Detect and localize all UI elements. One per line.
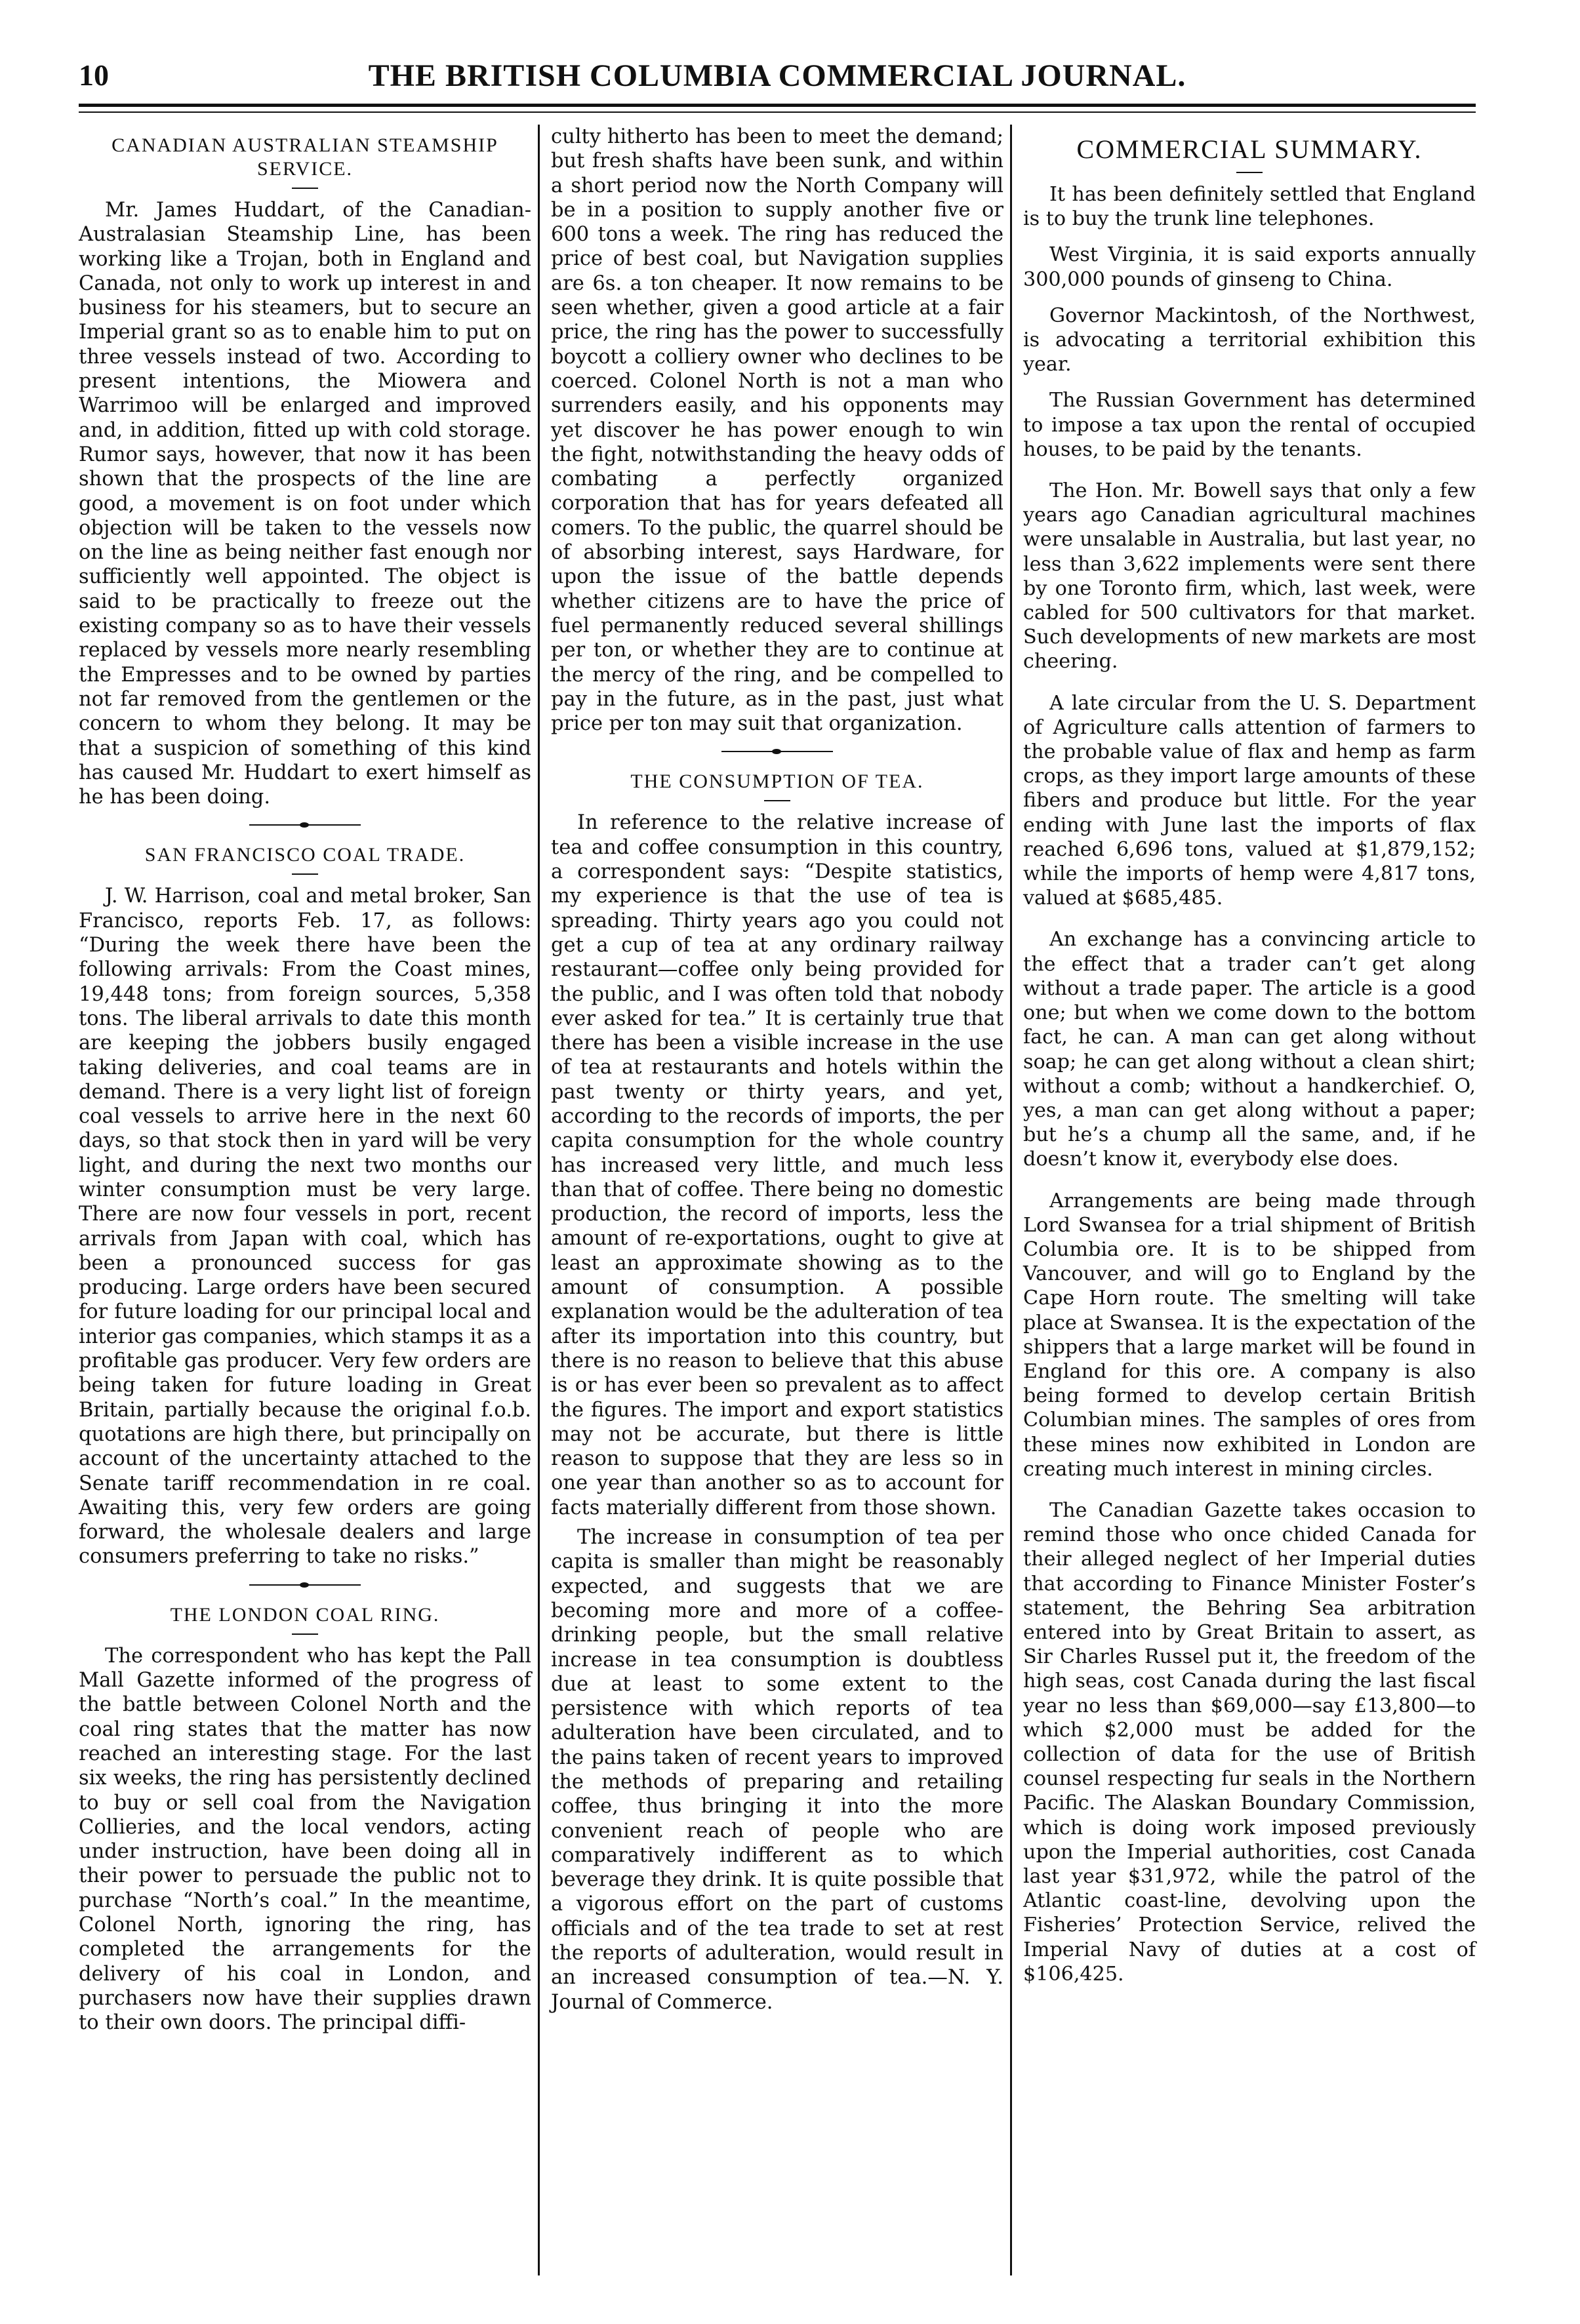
column-divider	[1010, 125, 1012, 2275]
header-rule	[79, 104, 1476, 107]
summary-item: West Virginia, it is said exports annually 300,000 pounds of ginseng to China.	[1023, 243, 1476, 291]
heading-rule	[292, 873, 318, 875]
journal-title: THE BRITISH COLUMBIA COMMERCIAL JOURNAL.	[368, 58, 1186, 93]
article-heading: THE CONSUMPTION OF TEA.	[630, 771, 924, 793]
article-paragraph: J. W. Harrison, coal and metal broker, San Francisco, reports Feb. 17, as follows: “During the week there have been the following arrivals: From the Coast mines, 19,448 tons; from foreign sources, 5,358 tons. The liberal arrivals to date this month are keeping the jobbers busily engaged taking deliveries, and coal teams are in demand. There is a very light list of foreign coal vessels to arrive here in the next 60 days, so that stock then in yard will be very light, and during the next two months our winter consumption must be very large. There are now four vessels in port, recent arrivals from Japan with coal, which has been a pronounced success for gas producing. Large orders have been secured for future loading for our principal local and interior gas companies, which stamps it as a profitable gas producer. Very few orders are being taken for future loading in Great Britain, partially because the original f.o.b. quotations are high there, but principally on account of the uncertainty attached to the Senate tariff recommendation in re coal. Awaiting this, very few orders are going forward, the wholesale dealers and large consumers preferring to take no risks.”	[79, 885, 531, 1569]
heading-rule	[1236, 172, 1263, 173]
header-rule-thin	[79, 111, 1476, 113]
column-divider	[538, 125, 540, 2275]
page-header	[79, 58, 1476, 104]
summary-item: It has been definitely settled that England is to buy the trunk line telephones.	[1023, 183, 1476, 231]
article-separator	[249, 1582, 361, 1588]
column-2	[551, 125, 1003, 2020]
article-paragraph: In reference to the relative increase of tea and coffee consumption in this country, a correspondent says: “Despite statistics, my experience is that the use of tea is spreading. Thirty years ago you could not get a cup of tea at any ordinary railway restaurant—coffee only being provided for the public, and I was often told that nobody ever asked for tea.” It is certainly true that there has been a visible increase in the use of tea at restaurants and hotels within the past twenty or thirty years, and yet, according to the records of imports, the per capita consumption for the whole country has increased very little, and much less than that of coffee. There being no domestic production, the record of imports, less the amount of re-exportations, ought to give at least an approximate showing as to the amount of consumption. A possible explanation would be the adulteration of tea after its importation into this country, but there is no reason to believe that this abuse is or has ever been so prevalent as to affect the figures. The import and export statistics may not be accurate, but there is little reason to suppose that they are less so in one year than another so as to account for facts materially different from those shown.	[551, 811, 1003, 1519]
heading-rule	[764, 800, 790, 801]
article-separator	[721, 749, 833, 754]
article-paragraph: The correspondent who has kept the Pall Mall Gazette informed of the progress of the battle between Colonel North and the coal ring states that the matter has now reached an interesting stage. For the last six weeks, the ring has persistently declined to buy or sell coal from the Navigation Collieries, and the local vendors, acting under instruction, have been doing all in their power to persuade the public not to purchase “North’s coal.” In the meantime, Colonel North, ignoring the ring, has completed the arrangements for the delivery of his coal in London, and purchasers now have their supplies drawn to their own doors. The principal diffi-	[79, 1644, 531, 2035]
article-paragraph-continued: culty hitherto has been to meet the demand; but fresh shafts have been sunk, and within a short period now the North Company will be in a position to supply another five or 600 tons a week. The ring has reduced the price of best coal, but Navigation supplies are 6s. a ton cheaper. It now remains to be seen whether, given a good article at a fair price, the ring has the power to successfully boycott a colliery owner who declines to be coerced. Colonel North is not a man who surrenders easily, and his opponents may yet discover he has power enough to win the fight, notwithstanding the heavy odds of combating a perfectly organized corporation that has for years defeated all comers. To the public, the quarrel should be of absorbing interest, says Hardware, for upon the issue of the battle depends whether citizens are to have the price of fuel permanently reduced several shillings per ton, or whether they are to continue at the mercy of the ring, and be compelled to pay in the future, as in the past, just what price per ton may suit that organization.	[551, 125, 1003, 736]
summary-item: A late circular from the U. S. Department of Agriculture calls attention of farmers to the probable value of flax and hemp as farm crops, as they import large amounts of these fibers and produce but little. For the year ending with June last the imports of flax reached 6,696 tons, valued at $1,879,152; while the imports of hemp were 4,817 tons, valued at $685,485.	[1023, 691, 1476, 910]
article-coal-trade	[79, 843, 531, 1569]
heading-rule	[292, 188, 318, 189]
article-separator	[249, 822, 361, 828]
section-heading: COMMERCIAL SUMMARY.	[1076, 134, 1423, 164]
article-heading: SAN FRANCISCO COAL TRADE.	[144, 844, 466, 866]
summary-item: The Hon. Mr. Bowell says that only a few years ago Canadian agricultural machines were unsalable in Australia, but last year, no less than 3,622 implements were sent there by one Toronto firm, which, last week, were cabled for 500 cultivators for that market. Such developments of new markets are most cheering.	[1023, 479, 1476, 673]
summary-item: The Russian Government has determined to impose a tax upon the rental of occupied houses, to be paid by the tenants.	[1023, 389, 1476, 461]
summary-item: Governor Mackintosh, of the Northwest, is advocating a territorial exhibition this year.	[1023, 304, 1476, 376]
summary-item: The Canadian Gazette takes occasion to remind those who once chided Canada for their alleged neglect of her Imperial duties that according to Finance Minister Foster’s statement, the Behring Sea arbitration entered into by Great Britain to assert, as Sir Charles Russel put it, the freedom of the high seas, cost Canada during the last fiscal year no less than $69,000—say £13,800—to which $2,000 must be added for the collection of data for the use of British counsel respecting fur seals in the Northern Pacific. The Alaskan Boundary Commission, which is doing work imposed previously upon the Imperial authorities, cost Canada last year $31,972, while the patrol of the Atlantic coast-line, devolving upon the Fisheries’ Protection Service, relived the Imperial Navy of duties at a cost of $106,425.	[1023, 1498, 1476, 1986]
article-heading: CANADIAN AUSTRALIAN STEAMSHIP SERVICE.	[111, 134, 498, 180]
article-paragraph: Mr. James Huddart, of the Canadian-Australasian Steamship Line, has been working like a Trojan, both in England and Canada, not only to work up interest in and business for his steamers, but to secure an Imperial grant so as to enable him to put on three vessels instead of two. According to present intentions, the Miowera and Warrimoo will be enlarged and improved and, in addition, fitted up with cold storage. Rumor says, however, that now it has been shown that the prospects of the line are good, a movement is on foot under which objection will be taken to the vessels now on the line as being neither fast enough nor sufficiently well appointed. The object is said to be practically to freeze out the existing company so as to have their vessels replaced by vessels more nearly resembling the Empresses and to be owned by parties not far removed from the gentlemen or the concern to whom they belong. It may be that a suspicion of something of this kind has caused Mr. Huddart to exert himself as he has been doing.	[79, 199, 531, 809]
article-heading: THE LONDON COAL RING.	[170, 1603, 440, 1626]
article-paragraph: The increase in consumption of tea per capita is smaller than might be reasonably expected, and suggests that we are becoming more and more of a coffee-drinking people, but the small relative increase in tea consumption is doubtless due at least to some extent to the persistence with which reports of tea adulteration have been circulated, and to the pains taken of recent years to improved the methods of preparing and retailing coffee, thus bringing it into the more convenient reach of people who are comparatively indifferent as to which beverage they drink. It is quite possible that a vigorous effort on the part of customs officials and of the tea trade to set at rest the reports of adulteration, would result in an increased consumption of tea.—N. Y. Journal of Commerce.	[551, 1526, 1003, 2014]
article-steamship-service	[79, 134, 531, 809]
summary-item: An exchange has a convincing article to the effect that a trader can’t get along without a trade paper. The article is a good one; but when we come down to the bottom fact, he can. A man can get along without soap; he can get along without a clean shirt; without a comb; without a handkerchief. O, yes, a man can get along without a paper; but he’s a chump all the same, and, if he doesn’t know it, everybody else does.	[1023, 928, 1476, 1171]
page-number: 10	[79, 58, 109, 92]
heading-rule	[292, 1633, 318, 1635]
summary-item: Arrangements are being made through Lord Swansea for a trial shipment of British Columbia ore. It is to be shipped from Vancouver, and will go to England by the Cape Horn route. The smelting will take place at Swansea. It is the expectation of the shippers that a large market will be found in England for this ore. A company is also being formed to develop certain British Columbian mines. The samples of ores from these mines now exhibited in London are creating much interest in mining circles.	[1023, 1189, 1476, 1481]
article-london-coal-ring	[79, 1603, 531, 2035]
column-1	[79, 125, 531, 2040]
column-3	[1023, 125, 1476, 2003]
article-consumption-of-tea	[551, 770, 1003, 2014]
